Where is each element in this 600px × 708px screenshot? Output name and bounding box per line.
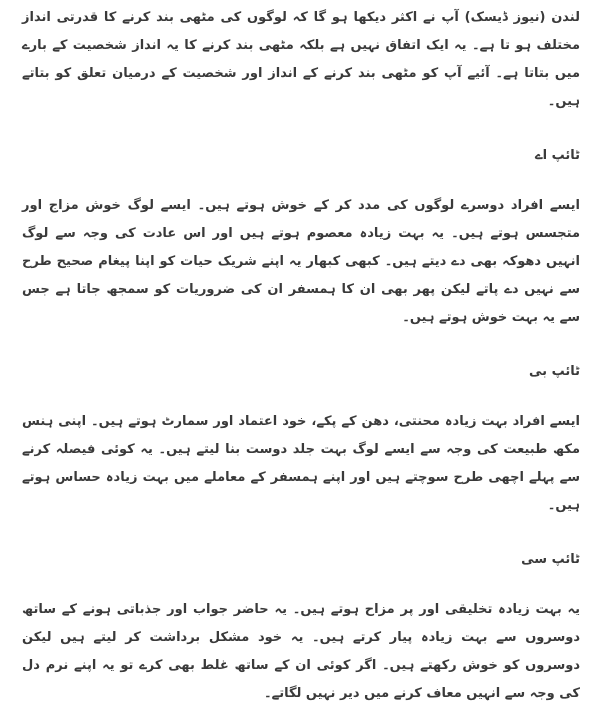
article-body: [22, 4, 580, 701]
section-body-type-c: یہ بہت زیادہ تخلیقی اور پر مزاح ہوتے ہیں۔ یہ حاضر جواب اور جذباتی ہونے کے ساتھ دوسروں سے بہت زیادہ پیار کرتے ہیں۔ یہ خود مشکل برداشت کر لیتے ہیں لیکن دوسروں کو خوش رکھتے ہیں۔ اگر کوئی ان کے ساتھ غلط بھی کرے تو یہ اپنے نرم دل کی وجہ سے انہیں معاف کرنے میں دیر نہیں لگاتے۔: [22, 602, 580, 701]
section-heading-type-b: ٹائپ بی: [529, 364, 580, 379]
section-heading-type-c: ٹائپ سی: [521, 552, 580, 567]
section-heading-type-a: ٹائپ اے: [534, 148, 580, 163]
intro-paragraph: لندن (نیوز ڈیسک) آپ نے اکثر دیکھا ہو گا کہ لوگوں کی مٹھی بند کرنے کا قدرتی انداز مختلف ہو تا ہے۔ یہ ایک اتفاق نہیں ہے بلکہ مٹھی بند کرنے کا یہ انداز شخصیت کے بارے میں بتاتا ہے۔ آئیے آپ کو مٹھی بند کرنے کے انداز اور شخصیت کے درمیان تعلق کو بتاتے ہیں۔: [22, 10, 580, 109]
section-body-type-b: ایسے افراد بہت زیادہ محنتی، دھن کے پکے، خود اعتماد اور سمارٹ ہوتے ہیں۔ اپنی ہنس مکھ طبیعت کی وجہ سے ایسے لوگ بہت جلد دوست بنا لیتے ہیں۔ یہ کوئی فیصلہ کرنے سے پہلے اچھی طرح سوچتے ہیں اور اپنے ہمسفر کے معاملے میں بہت زیادہ حساس ہوتے ہیں۔: [22, 414, 580, 513]
section-body-type-a: ایسے افراد دوسرے لوگوں کی مدد کر کے خوش ہوتے ہیں۔ ایسے لوگ خوش مزاج اور متجسس ہوتے ہیں۔ یہ بہت زیادہ معصوم ہوتے ہیں اور اس عادت کی وجہ سے لوگ انہیں دھوکہ بھی دے دیتے ہیں۔ کبھی کبھار یہ اپنے شریک حیات کو اپنا پیغام صحیح طرح سے نہیں دے پاتے لیکن پھر بھی ان کا ہمسفر ان کی ضروریات کو سمجھ جاتا ہے جس سے یہ بہت خوش ہوتے ہیں۔: [22, 198, 580, 325]
